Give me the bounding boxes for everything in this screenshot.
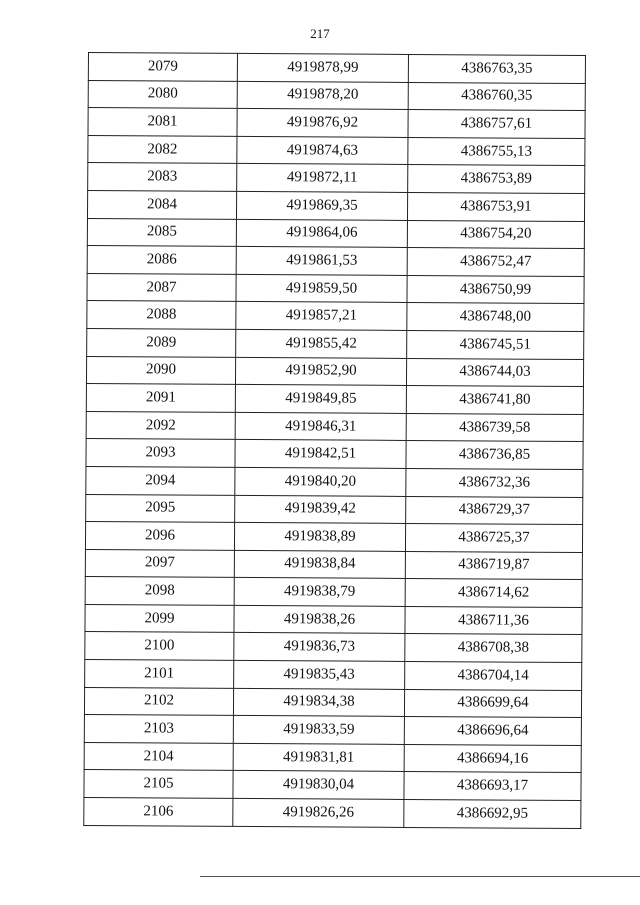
y-coordinate-cell: 4386753,89: [408, 165, 585, 194]
y-coordinate-cell: 4386760,35: [408, 82, 585, 111]
x-coordinate-cell: 4919864,06: [236, 219, 407, 248]
y-coordinate-cell: 4386704,14: [405, 662, 582, 691]
x-coordinate-cell: 4919833,59: [233, 716, 404, 745]
table-row: [88, 108, 585, 139]
y-coordinate-cell: 4386711,36: [405, 606, 582, 635]
x-coordinate-cell: 4919876,92: [237, 109, 408, 138]
y-coordinate-cell: 4386714,62: [405, 579, 582, 608]
coordinates-table: [83, 52, 586, 829]
point-number-cell: 2095: [86, 494, 235, 523]
point-number-cell: 2093: [86, 439, 235, 468]
point-number-cell: 2101: [85, 660, 234, 689]
table-row: [86, 466, 583, 497]
x-coordinate-cell: 4919838,89: [234, 522, 405, 551]
x-coordinate-cell: 4919878,99: [237, 53, 408, 82]
table-row: [85, 522, 582, 553]
point-number-cell: 2106: [84, 798, 233, 827]
table-row: [84, 687, 581, 718]
point-number-cell: 2096: [85, 522, 234, 551]
x-coordinate-cell: 4919838,84: [234, 550, 405, 579]
table-row: [86, 411, 583, 442]
y-coordinate-cell: 4386708,38: [405, 634, 582, 663]
y-coordinate-cell: 4386744,03: [406, 358, 583, 387]
point-number-cell: 2099: [85, 604, 234, 633]
y-coordinate-cell: 4386754,20: [407, 220, 584, 249]
point-number-cell: 2083: [88, 163, 237, 192]
x-coordinate-cell: 4919878,20: [237, 81, 408, 110]
point-number-cell: 2092: [86, 411, 235, 440]
table-row: [88, 53, 585, 84]
table-row: [84, 770, 581, 801]
x-coordinate-cell: 4919872,11: [237, 164, 408, 193]
table-row: [84, 742, 581, 773]
x-coordinate-cell: 4919840,20: [235, 467, 406, 496]
y-coordinate-cell: 4386725,37: [405, 524, 582, 553]
table-row: [86, 439, 583, 470]
y-coordinate-cell: 4386755,13: [408, 137, 585, 166]
point-number-cell: 2081: [88, 108, 237, 137]
x-coordinate-cell: 4919849,85: [235, 385, 406, 414]
bottom-rule: [200, 876, 640, 877]
y-coordinate-cell: 4386692,95: [404, 799, 581, 828]
page-number: 217: [310, 26, 330, 41]
x-coordinate-cell: 4919859,50: [236, 274, 407, 303]
x-coordinate-cell: 4919831,81: [233, 743, 404, 772]
point-number-cell: 2087: [87, 273, 236, 302]
x-coordinate-cell: 4919855,42: [236, 329, 407, 358]
x-coordinate-cell: 4919874,63: [237, 136, 408, 165]
table-row: [84, 715, 581, 746]
point-number-cell: 2105: [84, 770, 233, 799]
x-coordinate-cell: 4919834,38: [233, 688, 404, 717]
table-row: [85, 577, 582, 608]
y-coordinate-cell: 4386752,47: [407, 248, 584, 277]
point-number-cell: 2094: [86, 466, 235, 495]
x-coordinate-cell: 4919835,43: [234, 660, 405, 689]
y-coordinate-cell: 4386693,17: [404, 772, 581, 801]
point-number-cell: 2091: [86, 384, 235, 413]
point-number-cell: 2103: [84, 715, 233, 744]
x-coordinate-cell: 4919826,26: [233, 798, 404, 827]
y-coordinate-cell: 4386750,99: [407, 275, 584, 304]
point-number-cell: 2080: [88, 80, 237, 109]
table-row: [85, 604, 582, 635]
table-row: [87, 301, 584, 332]
point-number-cell: 2097: [85, 549, 234, 578]
y-coordinate-cell: 4386719,87: [405, 551, 582, 580]
coordinates-table-body: [84, 53, 586, 829]
table-row: [87, 246, 584, 277]
y-coordinate-cell: 4386699,64: [404, 689, 581, 718]
y-coordinate-cell: 4386757,61: [408, 110, 585, 139]
x-coordinate-cell: 4919852,90: [235, 357, 406, 386]
point-number-cell: 2089: [87, 328, 236, 357]
table-row: [86, 494, 583, 525]
table-row: [87, 190, 584, 221]
y-coordinate-cell: 4386748,00: [407, 303, 584, 332]
y-coordinate-cell: 4386736,85: [406, 441, 583, 470]
y-coordinate-cell: 4386745,51: [407, 330, 584, 359]
table-row: [88, 163, 585, 194]
y-coordinate-cell: 4386696,64: [404, 717, 581, 746]
x-coordinate-cell: 4919839,42: [235, 495, 406, 524]
y-coordinate-cell: 4386741,80: [406, 386, 583, 415]
table-row: [87, 328, 584, 359]
point-number-cell: 2082: [88, 135, 237, 164]
table-row: [85, 632, 582, 663]
point-number-cell: 2085: [87, 218, 236, 247]
table-row: [87, 273, 584, 304]
x-coordinate-cell: 4919861,53: [236, 247, 407, 276]
table-row: [86, 384, 583, 415]
x-coordinate-cell: 4919836,73: [234, 633, 405, 662]
x-coordinate-cell: 4919846,31: [235, 412, 406, 441]
y-coordinate-cell: 4386739,58: [406, 413, 583, 442]
point-number-cell: 2090: [86, 356, 235, 385]
table-row: [84, 798, 581, 829]
x-coordinate-cell: 4919838,79: [234, 578, 405, 607]
y-coordinate-cell: 4386694,16: [404, 744, 581, 773]
point-number-cell: 2084: [87, 190, 236, 219]
table-row: [88, 135, 585, 166]
table-row: [87, 218, 584, 249]
point-number-cell: 2104: [84, 742, 233, 771]
point-number-cell: 2088: [87, 301, 236, 330]
table-row: [85, 660, 582, 691]
x-coordinate-cell: 4919830,04: [233, 771, 404, 800]
y-coordinate-cell: 4386729,37: [406, 496, 583, 525]
point-number-cell: 2086: [87, 246, 236, 275]
x-coordinate-cell: 4919869,35: [236, 191, 407, 220]
table-row: [88, 80, 585, 111]
x-coordinate-cell: 4919857,21: [236, 302, 407, 331]
x-coordinate-cell: 4919842,51: [235, 440, 406, 469]
point-number-cell: 2079: [88, 53, 237, 82]
point-number-cell: 2102: [84, 687, 233, 716]
y-coordinate-cell: 4386753,91: [407, 192, 584, 221]
point-number-cell: 2098: [85, 577, 234, 606]
table-row: [85, 549, 582, 580]
y-coordinate-cell: 4386763,35: [408, 54, 585, 83]
y-coordinate-cell: 4386732,36: [406, 468, 583, 497]
point-number-cell: 2100: [85, 632, 234, 661]
x-coordinate-cell: 4919838,26: [234, 605, 405, 634]
table-row: [86, 356, 583, 387]
